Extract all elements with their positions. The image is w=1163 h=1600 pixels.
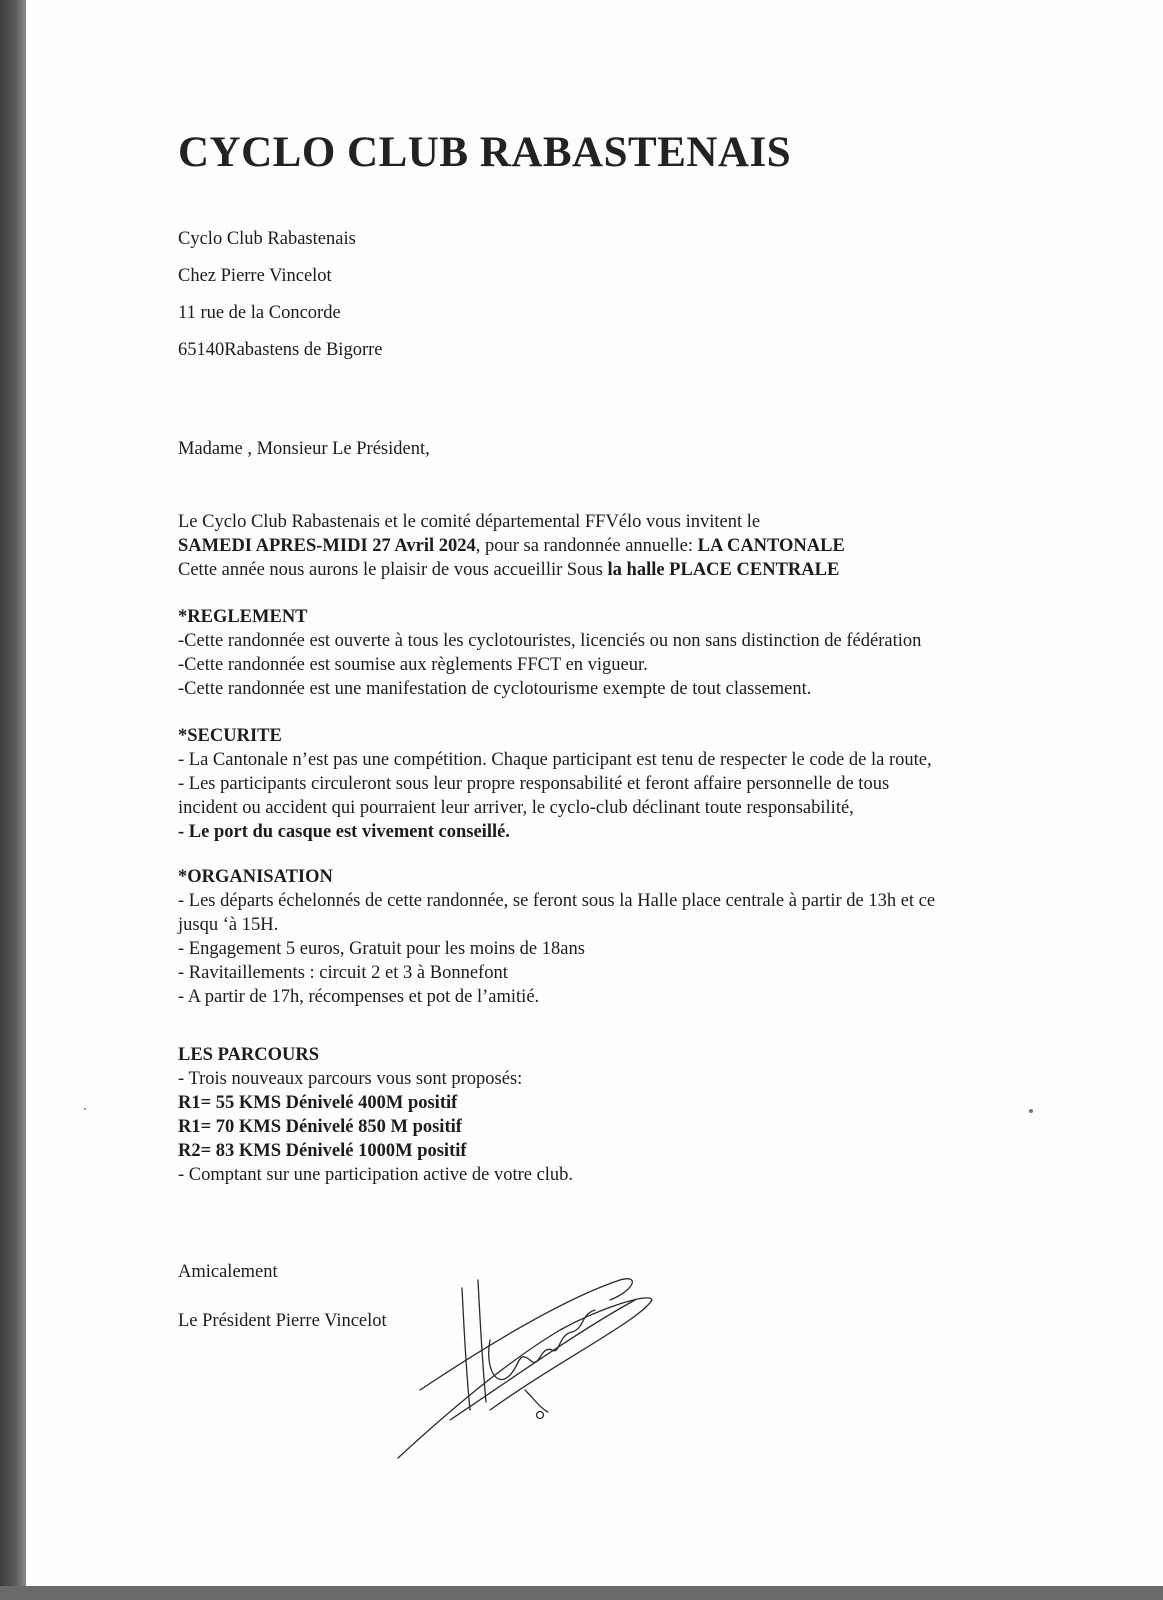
scan-border-left bbox=[0, 0, 26, 1600]
route-item: R2= 83 KMS Dénivelé 1000M positif bbox=[178, 1141, 467, 1161]
section-line: -Cette randonnée est ouverte à tous les cyclotouristes, licenciés ou non sans distinction de fédération bbox=[178, 631, 922, 651]
parcours-section bbox=[178, 1043, 573, 1187]
address-line: 65140Rabastens de Bigorre bbox=[178, 340, 383, 360]
reglement-section bbox=[178, 605, 921, 701]
section-line: jusqu ‘à 15H. bbox=[178, 915, 279, 935]
section-heading: *ORGANISATION bbox=[178, 867, 333, 887]
event-name: LA CANTONALE bbox=[697, 536, 845, 556]
event-location: la halle PLACE CENTRALE bbox=[607, 560, 840, 580]
signature-icon bbox=[390, 1270, 680, 1480]
address-line: Chez Pierre Vincelot bbox=[178, 266, 332, 286]
organisation-section bbox=[178, 865, 935, 1009]
section-line: -Cette randonnée est soumise aux règlements FFCT en vigueur. bbox=[178, 655, 648, 675]
section-line: - Les participants circuleront sous leur propre responsabilité et feront affaire personnelle de tous bbox=[178, 774, 890, 794]
address-line: 11 rue de la Concorde bbox=[178, 303, 341, 323]
scan-speck bbox=[84, 1108, 86, 1110]
closing-greeting: Amicalement bbox=[178, 1262, 278, 1282]
address-line: Cyclo Club Rabastenais bbox=[178, 229, 356, 249]
helmet-advice: - Le port du casque est vivement conseillé. bbox=[178, 822, 510, 842]
section-line: - La Cantonale n’est pas une compétition. Chaque participant est tenu de respecter le code de la route, bbox=[178, 750, 932, 770]
event-date: SAMEDI APRES-MIDI 27 Avril 2024 bbox=[178, 536, 476, 556]
intro-paragraph bbox=[178, 510, 845, 582]
route-item: R1= 55 KMS Dénivelé 400M positif bbox=[178, 1093, 458, 1113]
section-heading: *REGLEMENT bbox=[178, 607, 308, 627]
intro-line: SAMEDI APRES-MIDI 27 Avril 2024, pour sa randonnée annuelle: LA CANTONALE bbox=[178, 536, 845, 556]
section-line: - Comptant sur une participation active de votre club. bbox=[178, 1165, 574, 1185]
section-heading: *SECURITE bbox=[178, 726, 282, 746]
salutation: Madame , Monsieur Le Président, bbox=[178, 439, 430, 459]
letterhead-title: CYCLO CLUB RABASTENAIS bbox=[178, 129, 792, 176]
section-line: incident ou accident qui pourraient leur arriver, le cyclo-club déclinant toute responsabilité, bbox=[178, 798, 854, 818]
securite-section bbox=[178, 724, 932, 844]
scan-speck bbox=[1029, 1109, 1033, 1113]
scan-border-bottom bbox=[0, 1586, 1163, 1600]
route-item: R1= 70 KMS Dénivelé 850 M positif bbox=[178, 1117, 462, 1137]
section-line: -Cette randonnée est une manifestation de cyclotourisme exempte de tout classement. bbox=[178, 679, 812, 699]
intro-line: Cette année nous aurons le plaisir de vous accueillir Sous la halle PLACE CENTRALE bbox=[178, 560, 840, 580]
section-line: - A partir de 17h, récompenses et pot de l’amitié. bbox=[178, 987, 540, 1007]
section-heading: LES PARCOURS bbox=[178, 1045, 319, 1065]
signatory-name: Le Président Pierre Vincelot bbox=[178, 1311, 387, 1331]
section-line: - Ravitaillements : circuit 2 et 3 à Bonnefont bbox=[178, 963, 508, 983]
section-line: - Les départs échelonnés de cette randonnée, se feront sous la Halle place centrale à partir de 13h et ce bbox=[178, 891, 936, 911]
section-line: - Engagement 5 euros, Gratuit pour les moins de 18ans bbox=[178, 939, 585, 959]
section-line: - Trois nouveaux parcours vous sont proposés: bbox=[178, 1069, 523, 1089]
intro-line: Le Cyclo Club Rabastenais et le comité départemental FFVélo vous invitent le bbox=[178, 512, 761, 532]
